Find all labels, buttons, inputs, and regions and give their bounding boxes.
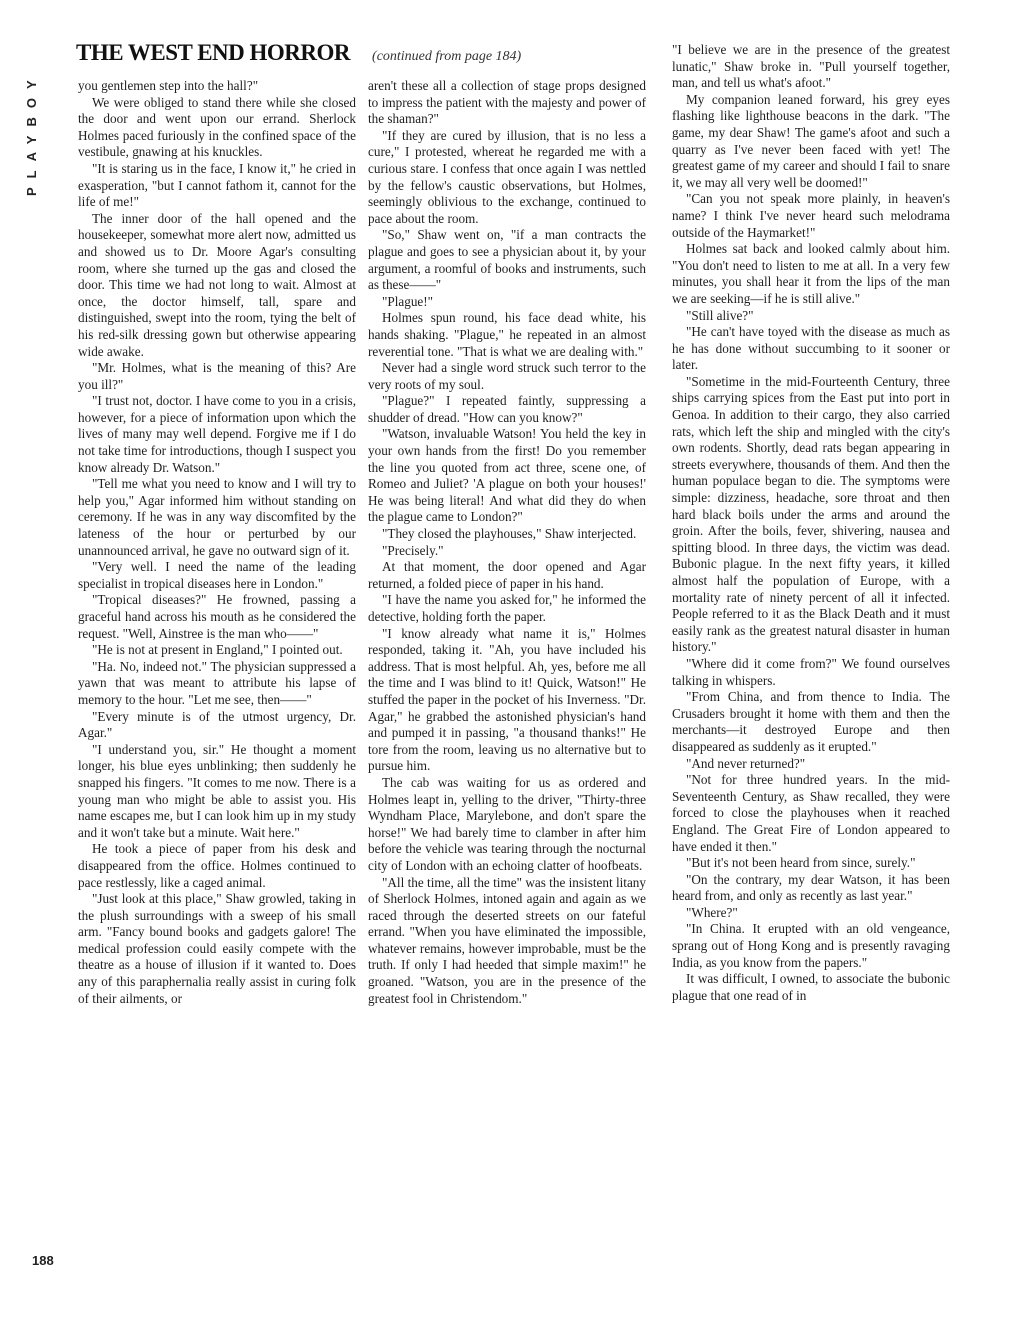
paragraph: "Tropical diseases?" He frowned, passing a graceful hand across his mouth as he considered the request. "Well, Ainstree is the man who——"	[78, 592, 356, 641]
paragraph: "Not for three hundred years. In the mid-Seventeenth Century, as Shaw recalled, they were forced to close the playhouses when it reached England. The Great Fire of London appeared to have ended it then."	[672, 772, 950, 854]
paragraph: "He is not at present in England," I pointed out.	[92, 642, 343, 658]
paragraph: Never had a single word struck such terror to the very roots of my soul.	[368, 360, 646, 392]
paragraph: aren't these all a collection of stage props designed to impress the patient with the majesty and power of the shaman?"	[368, 78, 646, 127]
paragraph: The cab was waiting for us as ordered and Holmes leapt in, yelling to the driver, "Thirty-three Wyndham Place, Marylebone, and don't spare the horse!" We had barely time to clamber in after him before the vehicle was tearing through the nocturnal city of London with an echoing clatter of hoofbeats.	[368, 774, 646, 873]
page-number: 188	[32, 1253, 54, 1268]
paragraph: "Ha. No, indeed not." The physician suppressed a yawn that was meant to attribute his lapse of memory to the hour. "Let me see, then——"	[78, 658, 356, 707]
paragraph: "I trust not, doctor. I have come to you in a crisis, however, for a piece of information upon which the lives of many may well depend. Forgive me if I do not take time for introductions, though I suspect you know already Dr. Watson."	[78, 393, 356, 475]
paragraph: you gentlemen step into the hall?"	[78, 78, 259, 93]
paragraph: "All the time, all the time" was the insistent litany of Sherlock Holmes, intoned again and again as we raced through the deserted streets on our fateful errand. "When you have eliminated the impossible, whatever remains, however improbable, must be the truth. If only I had heeded that simple maxim!" he groaned. "Watson, you are in the presence of the greatest fool in Christendom."	[368, 874, 646, 1006]
paragraph: "In China. It erupted with an old vengeance, sprang out of Hong Kong and is presently ravaging India, as you know from the papers."	[672, 921, 950, 970]
text-column-2	[368, 78, 646, 1278]
paragraph: Holmes sat back and looked calmly about him. "You don't need to listen to me at all. In a very few minutes, you shall hear it from the lips of the man we are seeking—if he is still alive."	[672, 241, 950, 306]
paragraph: "He can't have toyed with the disease as much as he has done without succumbing to it sooner or later.	[672, 324, 950, 373]
paragraph: "Can you not speak more plainly, in heaven's name? I think I've never heard such melodrama outside of the Haymarket!"	[672, 191, 950, 240]
article-header	[76, 40, 676, 76]
paragraph: "Where did it come from?" We found ourselves talking in whispers.	[672, 655, 950, 688]
paragraph: "Very well. I need the name of the leading specialist in tropical diseases here in London."	[78, 559, 356, 591]
paragraph: "Sometime in the mid-Fourteenth Century, three ships carrying spices from the East put into port in Genoa. In addition to their cargo, they also carried rats, which left the ship and mingled with the city's own rodents. Shortly, dead rats began appearing in streets everywhere, thousands of them. And then the human populace began to die. The symptoms were simple: dizziness, headache, sore throat and then hard black boils under the arms and around the groin. After the boils, fever, shivering, nausea and spitting blood. In three days, the victim was dead. Bubonic plague. In the next fifty years, it killed almost half the population of Europe, with a mortality rate of ninety percent of all it infected. People referred to it as the Black Death and it must easily rank as the greatest natural disaster in human history."	[672, 373, 950, 655]
paragraph: The inner door of the hall opened and the housekeeper, somewhat more alert now, admitted us and showed us to Dr. Moore Agar's consulting room, where she turned up the gas and closed the door. This time we had not long to wait. Almost at once, the doctor himself, tall, spare and distinguished, swept into the room, tying the belt of his red-silk dressing gown but otherwise appearing wide awake.	[78, 210, 356, 359]
paragraph: "But it's not been heard from since, surely."	[686, 855, 916, 871]
paragraph: Holmes spun round, his face dead white, his hands shaking. "Plague," he repeated in an almost reverential tone. "That is what we are dealing with."	[368, 310, 646, 359]
paragraph: "From China, and from thence to India. The Crusaders brought it home with them and then the merchants—it destroyed Europe and then disappeared as suddenly as it erupted."	[672, 689, 950, 754]
paragraph: "Plague?" I repeated faintly, suppressing a shudder of dread. "How can you know?"	[368, 393, 646, 425]
paragraph: My companion leaned forward, his grey eyes flashing like lighthouse beacons in the dark. "The game, my dear Shaw! The game's afoot and such a quarry as I've never been faced with yet! The greatest game of my career and should I fail to snare it, we may all very well be doomed!"	[672, 91, 950, 190]
paragraph: "Precisely."	[382, 542, 444, 558]
paragraph: At that moment, the door opened and Agar returned, a folded piece of paper in his hand.	[368, 559, 646, 591]
paragraph: "Just look at this place," Shaw growled, taking in the plush surroundings with a sweep of his small arm. "Fancy bound books and gadgets galore! The medical profession could easily compete with the theatre as a house of illusion if it wanted to. Does any of this paraphernalia really assist in curing folk of their ailments, or	[78, 891, 356, 1006]
magazine-sideline: PLAYBOY	[24, 71, 39, 196]
paragraph: "And never returned?"	[686, 755, 806, 771]
text-column-3	[672, 42, 950, 1278]
paragraph: "So," Shaw went on, "if a man contracts the plague and goes to see a physician about it, by your argument, a roomful of books and instruments, such as these——"	[368, 227, 646, 293]
paragraph: "I know already what name it is," Holmes responded, taking it. "Ah, you have included his address. That is most helpful. Ah, yes, before me all the time and I was blind to it! Quick, Watson!" He stuffed the paper in the pocket of his Inverness. "Dr. Agar," he grabbed the astonished physician's hand and pumped it in passing, "a thousand thanks!" He tore from the room, leaving us no alternative but to pursue him.	[368, 625, 646, 774]
paragraph: "Where?"	[686, 904, 738, 920]
text-column-1	[78, 78, 356, 1278]
paragraph: "Tell me what you need to know and I will try to help you," Agar informed him without standing on ceremony. If he was in any way discomfited by the lateness of the hour or perturbed by our unannounced arrival, he gave no outward sign of it.	[78, 476, 356, 558]
paragraph: "Mr. Holmes, what is the meaning of this? Are you ill?"	[78, 360, 356, 392]
paragraph: "I have the name you asked for," he informed the detective, holding forth the paper.	[368, 592, 646, 624]
paragraph: "I understand you, sir." He thought a moment longer, his blue eyes unblinking; then suddenly he snapped his fingers. "It comes to me now. There is a young man who might be able to assist you. His name escapes me, but I can look him up in my study and it won't take but a minute. Wait here."	[78, 741, 356, 840]
paragraph: "Still alive?"	[686, 307, 754, 323]
paragraph: He took a piece of paper from his desk and disappeared from the office. Holmes continued to pace restlessly, like a caged animal.	[78, 841, 356, 890]
paragraph: "They closed the playhouses," Shaw interjected.	[382, 526, 637, 542]
article-title: THE WEST END HORROR	[76, 40, 351, 65]
paragraph: "It is staring us in the face, I know it," he cried in exasperation, "but I cannot fathom it, cannot for the life of me!"	[78, 160, 356, 210]
paragraph: We were obliged to stand there while she closed the door and went upon our errand. Sherlock Holmes paced furiously in the confined space of the vestibule, gnawing at his knuckles.	[78, 94, 356, 160]
paragraph: "On the contrary, my dear Watson, it has been heard from, and only as recently as last year."	[672, 871, 950, 904]
paragraph: "Plague!"	[382, 293, 434, 309]
paragraph: It was difficult, I owned, to associate the bubonic plague that one read of in	[672, 971, 950, 1003]
paragraph: "Watson, invaluable Watson! You held the key in your own hands from the first! Do you remember the line you quoted from act three, scene one, of Romeo and Juliet? 'A plague on both your houses!' He was being literal! And what did they do when the plague came to London?"	[368, 426, 646, 525]
paragraph: "Every minute is of the utmost urgency, Dr. Agar."	[78, 708, 356, 741]
continued-note: (continued from page 184)	[372, 49, 522, 64]
paragraph: "If they are cured by illusion, that is no less a cure," I protested, whereat he regarded me with a curious stare. I confess that once again I was nettled by the fellow's caustic observations, but Holmes, seemingly oblivious to the exchange, continued to pace about the room.	[368, 127, 646, 226]
paragraph: "I believe we are in the presence of the greatest lunatic," Shaw broke in. "Pull yourself together, man, and tell us what's afoot."	[672, 42, 950, 91]
